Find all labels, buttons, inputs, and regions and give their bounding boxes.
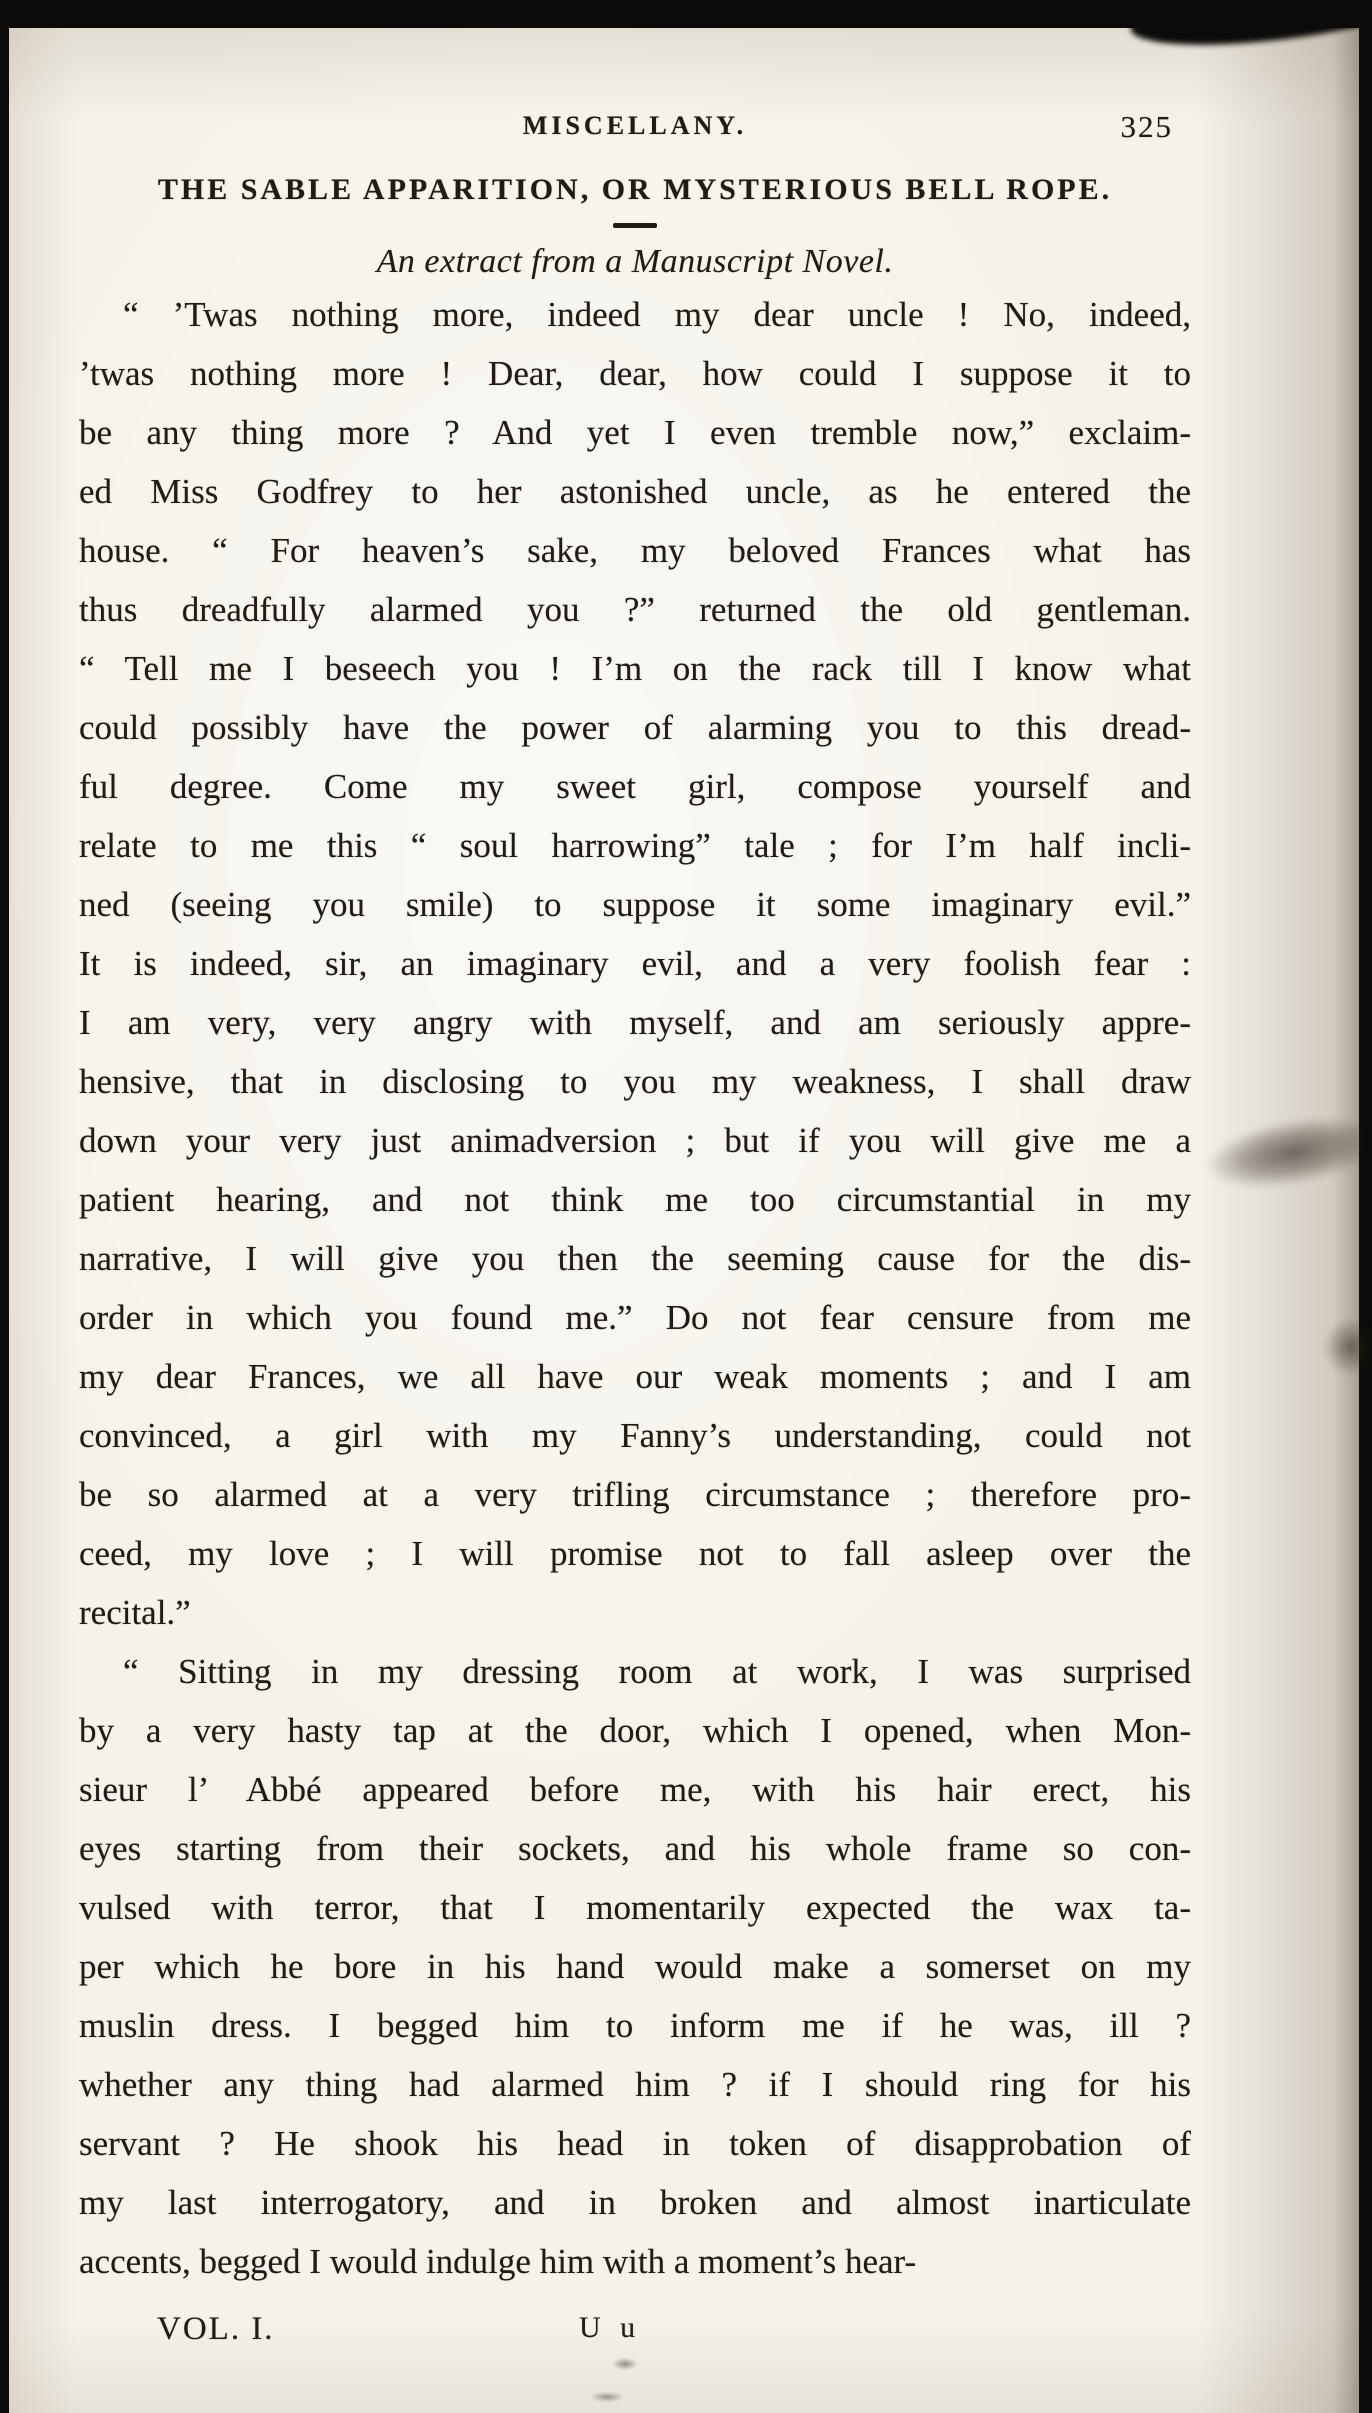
text-line: be any thing more ? And yet I even tremble now,” exclaim- [79,413,1191,452]
title-rule [613,223,657,228]
text-line: thus dreadfully alarmed you ?” returned the old gentleman. [79,590,1191,629]
text-column [79,27,1191,2413]
text-line: “ ’Twas nothing more, indeed my dear uncle ! No, indeed, [123,295,1191,334]
text-line: per which he bore in his hand would make a somerset on my [79,1947,1191,1986]
paragraph [79,285,1191,1642]
page-header [79,111,1191,151]
text-line: whether any thing had alarmed him ? if I should ring for his [79,2065,1191,2104]
text-line: my dear Frances, we all have our weak moments ; and I am [79,1357,1191,1396]
text-line: house. “ For heaven’s sake, my beloved Frances what has [79,531,1191,570]
text-line: ceed, my love ; I will promise not to fall asleep over the [79,1534,1191,1573]
scan-edge-right [1359,0,1372,2413]
text-line: narrative, I will give you then the seeming cause for the dis- [79,1239,1191,1278]
text-line: convinced, a girl with my Fanny’s understanding, could not [79,1416,1191,1455]
text-line: my last interrogatory, and in broken and almost inarticulate [79,2183,1191,2222]
text-line: ful degree. Come my sweet girl, compose yourself and [79,767,1191,806]
text-line: recital.” [79,1593,191,1632]
text-line: ned (seeing you smile) to suppose it some imaginary evil.” [79,885,1191,924]
text-line: I am very, very angry with myself, and am seriously appre- [79,1003,1191,1042]
text-line: order in which you found me.” Do not fear censure from me [79,1298,1191,1337]
text-line: relate to me this “ soul harrowing” tale ; for I’m half incli- [79,826,1191,865]
text-line: be so alarmed at a very trifling circumstance ; therefore pro- [79,1475,1191,1514]
signature-mark: U u [579,2311,642,2344]
scan-edge-left [0,0,9,2413]
scan-edge-top [0,0,1372,28]
article-subtitle: An extract from a Manuscript Novel. [376,243,894,280]
text-line: accents, begged I would indulge him with a moment’s hear- [79,2242,917,2281]
text-line: servant ? He shook his head in token of disapprobation of [79,2124,1191,2163]
text-line: down your very just animadversion ; but if you will give me a [79,1121,1191,1160]
text-line: vulsed with terror, that I momentarily expected the wax ta- [79,1888,1191,1927]
article-body [79,285,1191,2291]
page-number: 325 [1120,109,1173,144]
text-line: muslin dress. I begged him to inform me if he was, ill ? [79,2006,1191,2045]
text-line: “ Tell me I beseech you ! I’m on the rack till I know what [79,649,1191,688]
text-line: sieur l’ Abbé appeared before me, with his hair erect, his [79,1770,1191,1809]
text-line: ed Miss Godfrey to her astonished uncle, as he entered the [79,472,1191,511]
section-title: MISCELLANY. [522,111,748,140]
text-line: It is indeed, sir, an imaginary evil, and a very foolish fear : [79,944,1191,983]
text-line: patient hearing, and not think me too circumstantial in my [79,1180,1191,1219]
paper [9,27,1359,2413]
text-line: ’twas nothing more ! Dear, dear, how could I suppose it to [79,354,1191,393]
paragraph [79,1642,1191,2291]
text-line: hensive, that in disclosing to you my weakness, I shall draw [79,1062,1191,1101]
page-footer [79,2311,1191,2361]
text-line: could possibly have the power of alarming you to this dread- [79,708,1191,747]
article-title: THE SABLE APPARITION, OR MYSTERIOUS BELL ROPE. [157,173,1113,206]
text-line: “ Sitting in my dressing room at work, I was surprised [123,1652,1191,1691]
volume-label: VOL. I. [157,2311,275,2347]
text-line: by a very hasty tap at the door, which I opened, when Mon- [79,1711,1191,1750]
text-line: eyes starting from their sockets, and his whole frame so con- [79,1829,1191,1868]
